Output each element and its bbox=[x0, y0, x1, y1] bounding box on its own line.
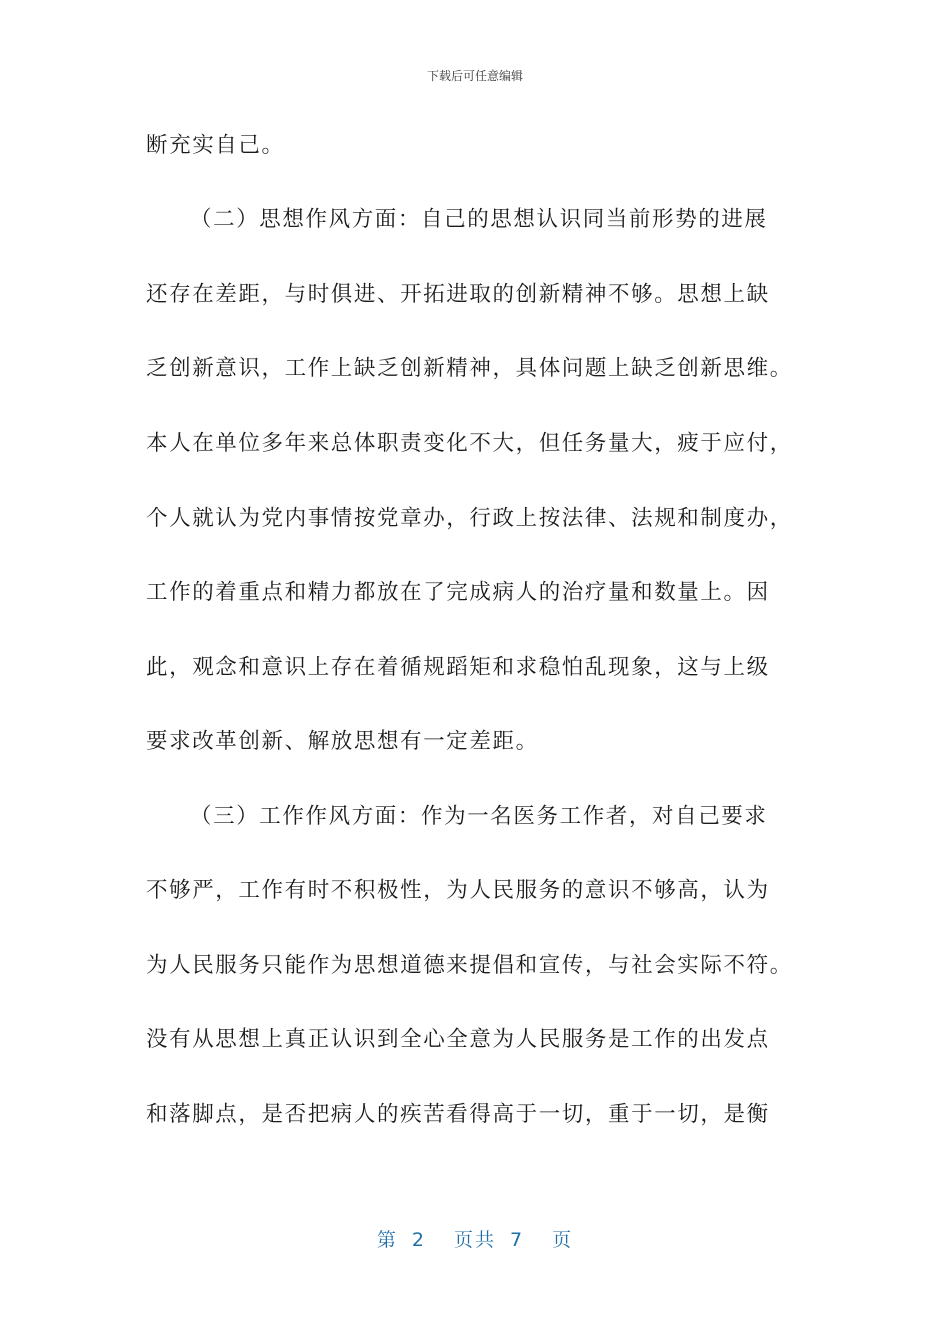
text-line: 工作的着重点和精力都放在了完成病人的治疗量和数量上。因 bbox=[146, 580, 770, 605]
text-line: 个人就认为党内事情按党章办，行政上按法律、法规和制度办， bbox=[146, 506, 793, 531]
text-line: （二）思想作风方面：自己的思想认识同当前形势的进展 bbox=[190, 207, 768, 232]
text-line: 和落脚点，是否把病人的疾苦看得高于一切，重于一切，是衡 bbox=[146, 1102, 770, 1127]
footer-suffix: 页 bbox=[552, 1229, 574, 1251]
current-page-number: 2 bbox=[411, 1229, 426, 1251]
text-line: 要求改革创新、解放思想有一定差距。 bbox=[146, 729, 539, 754]
footer-middle: 页共 bbox=[453, 1229, 496, 1251]
text-line: 没有从思想上真正认识到全心全意为人民服务是工作的出发点 bbox=[146, 1027, 770, 1052]
text-line: （三）工作作风方面：作为一名医务工作者，对自己要求 bbox=[190, 804, 768, 829]
footer-prefix: 第 bbox=[376, 1229, 398, 1251]
text-line: 此，观念和意识上存在着循规蹈矩和求稳怕乱现象，这与上级 bbox=[146, 655, 770, 680]
text-line: 断充实自己。 bbox=[146, 133, 285, 158]
text-line: 不够严，工作有时不积极性，为人民服务的意识不够高，认为 bbox=[146, 878, 770, 903]
text-line: 还存在差距，与时俱进、开拓进取的创新精神不够。思想上缺 bbox=[146, 282, 770, 307]
total-pages-number: 7 bbox=[510, 1229, 525, 1251]
text-line: 为人民服务只能作为思想道德来提倡和宣传，与社会实际不符。 bbox=[146, 953, 793, 978]
page-footer bbox=[0, 1225, 950, 1252]
text-line: 乏创新意识，工作上缺乏创新精神，具体问题上缺乏创新思维。 bbox=[146, 356, 793, 381]
text-line: 本人在单位多年来总体职责变化不大，但任务量大，疲于应付， bbox=[146, 431, 793, 456]
page-header: 下载后可任意编辑 bbox=[426, 69, 523, 83]
